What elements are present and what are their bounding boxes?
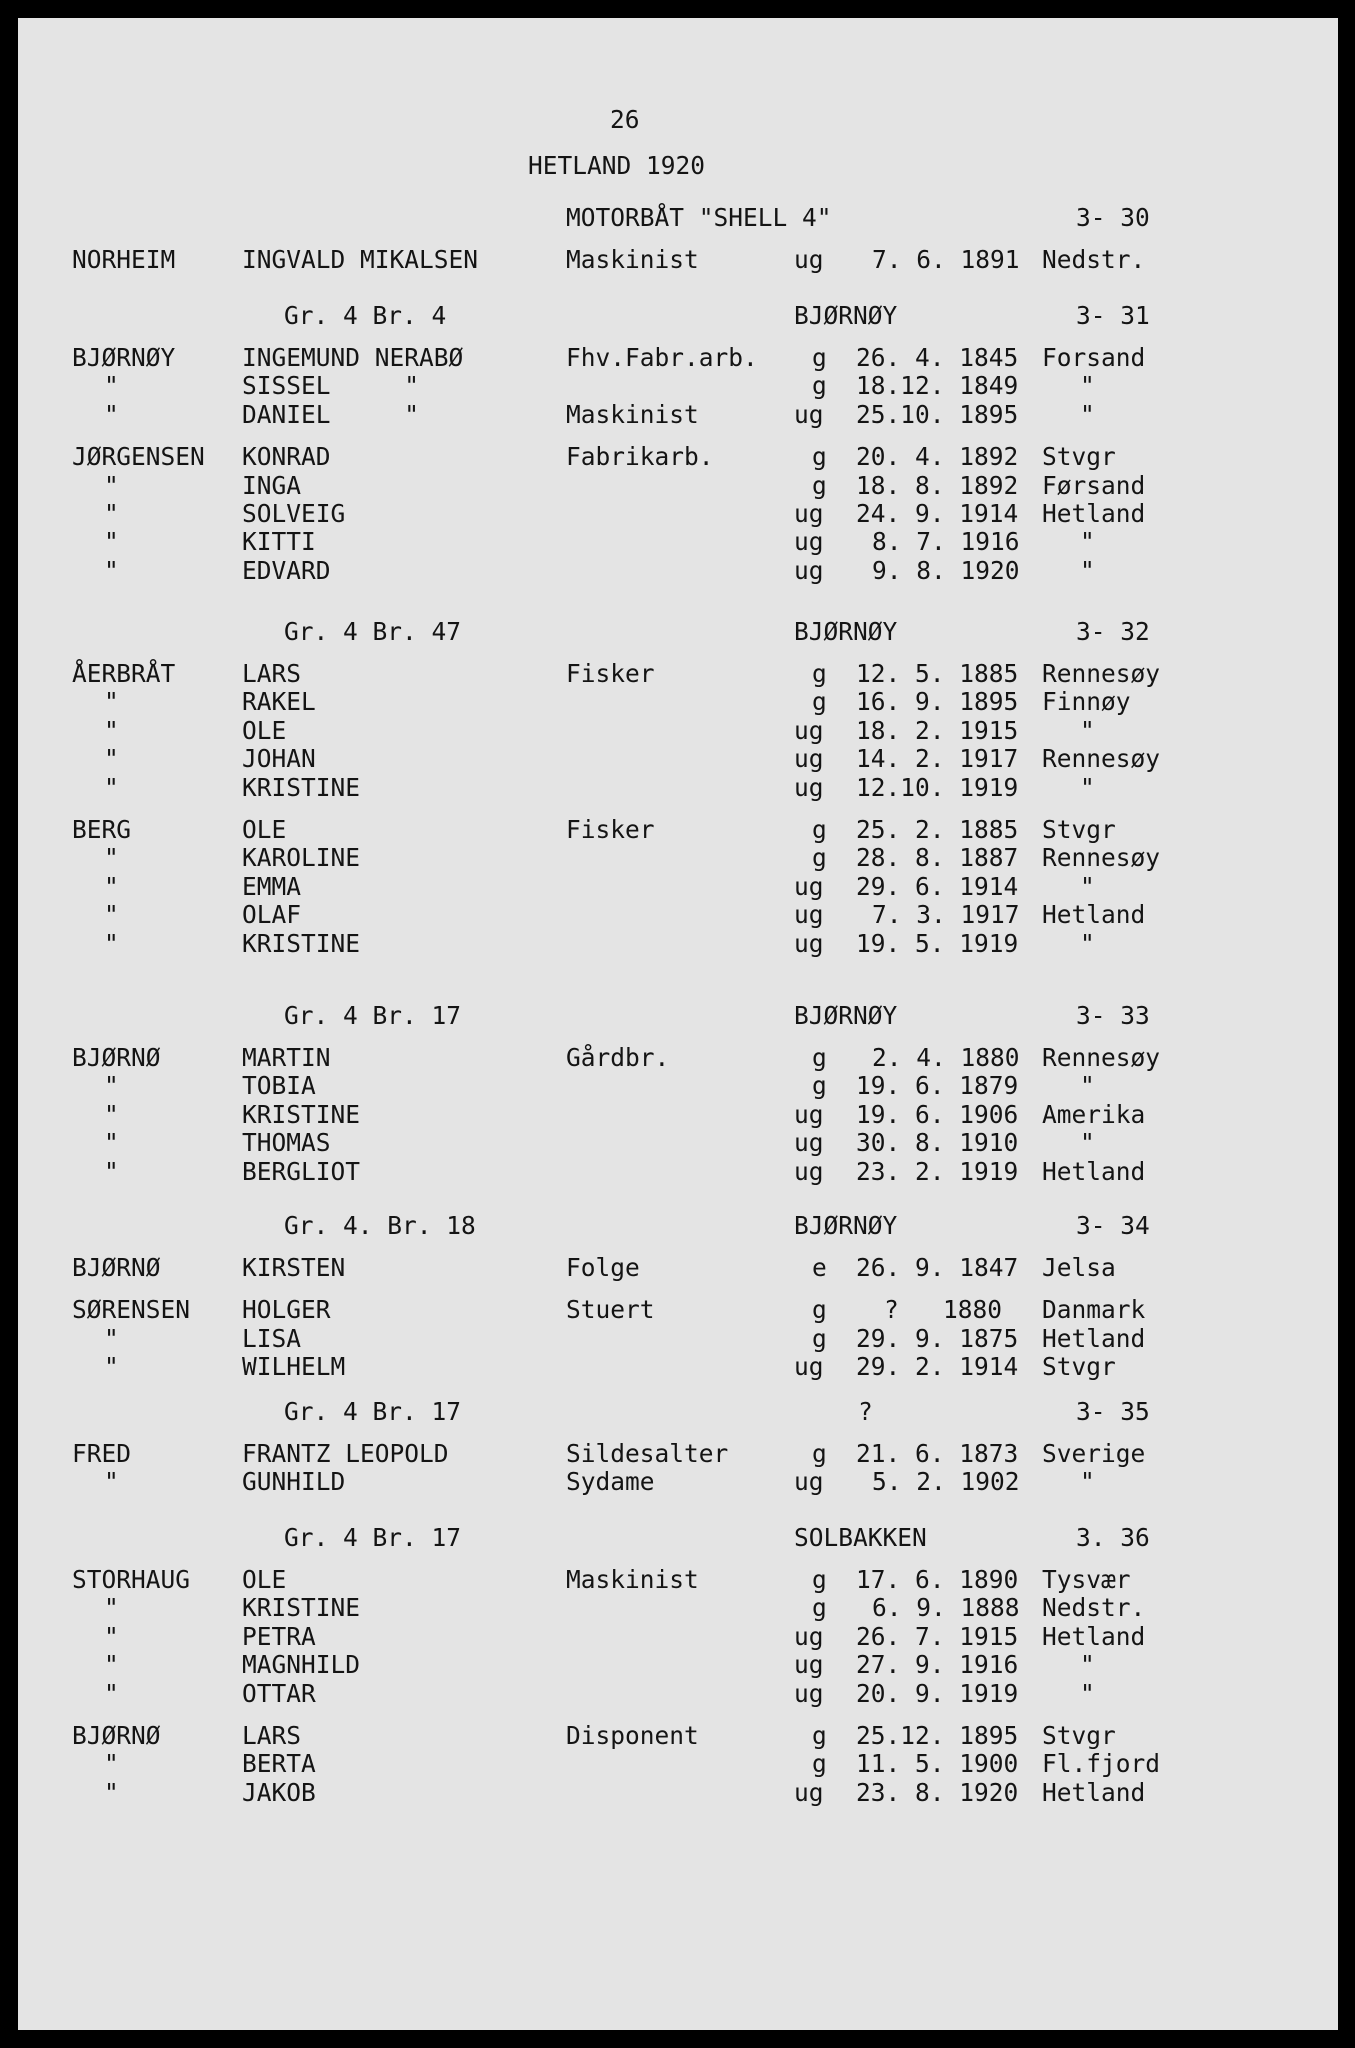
birth-date-cell: 5. 2. 1902 <box>872 1467 1020 1497</box>
section-ref: 3. 36 <box>1076 1523 1150 1552</box>
birth-date-cell: ? 1880 <box>884 1295 1003 1325</box>
marital-status-cell: g <box>812 1439 827 1468</box>
surname-cell: JØRGENSEN <box>72 442 205 472</box>
surname-cell: STORHAUG <box>72 1565 191 1594</box>
surname-cell: " <box>104 470 119 500</box>
given-name-cell: GUNHILD <box>242 1467 346 1497</box>
marital-status-cell: ug <box>794 715 824 745</box>
birthplace-cell: " <box>1080 1128 1095 1158</box>
birth-date-cell: 29. 6. 1914 <box>856 871 1019 901</box>
marital-status-cell: g <box>812 843 827 873</box>
surname-cell: " <box>104 1467 119 1497</box>
birthplace-cell: Hetland <box>1042 900 1146 930</box>
birthplace-cell: Sverige <box>1042 1439 1146 1468</box>
occupation-cell: Fabrikarb. <box>566 442 714 472</box>
surname-cell: " <box>104 1352 119 1382</box>
surname-cell: " <box>104 555 119 585</box>
section-place: BJØRNØY <box>794 1211 898 1240</box>
birth-date-cell: 19. 6. 1906 <box>856 1099 1019 1129</box>
section-group-ref: Gr. 4 Br. 17 <box>284 1397 462 1426</box>
given-name-cell: LARS <box>242 659 302 688</box>
birth-date-cell: 25. 2. 1885 <box>856 815 1019 844</box>
marital-status-cell: g <box>812 687 827 717</box>
marital-status-cell: g <box>812 1721 827 1750</box>
given-name-cell: PETRA <box>242 1621 316 1651</box>
section-ref: 3- 34 <box>1076 1211 1150 1240</box>
birth-date-cell: 23. 8. 1920 <box>856 1777 1019 1807</box>
surname-cell: " <box>104 1777 119 1807</box>
birthplace-cell: Nedstr. <box>1042 245 1146 274</box>
birthplace-cell: " <box>1080 399 1095 429</box>
surname-cell: " <box>104 928 119 958</box>
given-name-cell: OLE <box>242 1565 287 1594</box>
marital-status-cell: e <box>812 1253 827 1282</box>
given-name-cell: JOHAN <box>242 744 316 774</box>
given-name-cell: SISSEL " <box>242 371 420 401</box>
birthplace-cell: Stvgr <box>1042 815 1116 844</box>
given-name-cell: WILHELM <box>242 1352 346 1382</box>
surname-cell: " <box>104 399 119 429</box>
birth-date-cell: 28. 8. 1887 <box>856 843 1019 873</box>
section-group-ref: Gr. 4 Br. 47 <box>284 617 462 646</box>
marital-status-cell: ug <box>794 1678 824 1708</box>
marital-status-cell: g <box>812 1749 827 1779</box>
marital-status-cell: g <box>812 1043 827 1072</box>
document-page <box>18 18 1338 2030</box>
section-place: MOTORBÅT "SHELL 4" <box>566 203 832 232</box>
section-ref: 3- 32 <box>1076 617 1150 646</box>
birth-date-cell: 18. 8. 1892 <box>856 470 1019 500</box>
birth-date-cell: 20. 9. 1919 <box>856 1678 1019 1708</box>
birthplace-cell: Nedstr. <box>1042 1593 1146 1623</box>
section-place: SOLBAKKEN <box>794 1523 927 1552</box>
surname-cell: " <box>104 843 119 873</box>
given-name-cell: MAGNHILD <box>242 1650 361 1680</box>
surname-cell: " <box>104 687 119 717</box>
marital-status-cell: g <box>812 1565 827 1594</box>
birth-date-cell: 12. 5. 1885 <box>856 659 1019 688</box>
page-number: 26 <box>610 105 640 134</box>
birth-date-cell: 30. 8. 1910 <box>856 1128 1019 1158</box>
surname-cell: " <box>104 715 119 745</box>
birth-date-cell: 19. 6. 1879 <box>856 1071 1019 1101</box>
birth-date-cell: 25.10. 1895 <box>856 399 1019 429</box>
marital-status-cell: ug <box>794 245 824 274</box>
given-name-cell: TOBIA <box>242 1071 316 1101</box>
section-group-ref: Gr. 4 Br. 17 <box>284 1523 462 1552</box>
birthplace-cell: Stvgr <box>1042 1721 1116 1750</box>
surname-cell: " <box>104 499 119 528</box>
occupation-cell: Maskinist <box>566 399 699 429</box>
marital-status-cell: ug <box>794 1352 824 1382</box>
marital-status-cell: g <box>812 659 827 688</box>
given-name-cell: HOLGER <box>242 1295 331 1325</box>
marital-status-cell: ug <box>794 527 824 557</box>
given-name-cell: RAKEL <box>242 687 316 717</box>
given-name-cell: KAROLINE <box>242 843 361 873</box>
occupation-cell: Stuert <box>566 1295 655 1325</box>
birth-date-cell: 8. 7. 1916 <box>872 527 1020 557</box>
birth-date-cell: 25.12. 1895 <box>856 1721 1019 1750</box>
surname-cell: NORHEIM <box>72 245 176 274</box>
given-name-cell: INGVALD MIKALSEN <box>242 245 479 274</box>
section-group-ref: Gr. 4. Br. 18 <box>284 1211 476 1240</box>
occupation-cell: Maskinist <box>566 245 699 274</box>
birthplace-cell: " <box>1080 371 1095 401</box>
marital-status-cell: ug <box>794 772 824 802</box>
occupation-cell: Sydame <box>566 1467 655 1497</box>
surname-cell: SØRENSEN <box>72 1295 191 1325</box>
surname-cell: " <box>104 1156 119 1186</box>
birthplace-cell: " <box>1080 871 1095 901</box>
birthplace-cell: Førsand <box>1042 470 1146 500</box>
birthplace-cell: " <box>1080 1678 1095 1708</box>
given-name-cell: KRISTINE <box>242 1099 361 1129</box>
birthplace-cell: Fl.fjord <box>1042 1749 1161 1779</box>
birthplace-cell: " <box>1080 1071 1095 1101</box>
given-name-cell: FRANTZ LEOPOLD <box>242 1439 449 1468</box>
given-name-cell: OLE <box>242 815 287 844</box>
marital-status-cell: ug <box>794 1467 824 1497</box>
section-ref: 3- 33 <box>1076 1001 1150 1030</box>
given-name-cell: LISA <box>242 1323 302 1353</box>
marital-status-cell: ug <box>794 871 824 901</box>
given-name-cell: EMMA <box>242 871 302 901</box>
marital-status-cell: ug <box>794 900 824 930</box>
marital-status-cell: g <box>812 1071 827 1101</box>
birthplace-cell: " <box>1080 527 1095 557</box>
marital-status-cell: g <box>812 815 827 844</box>
marital-status-cell: ug <box>794 555 824 585</box>
surname-cell: " <box>104 772 119 802</box>
birth-date-cell: 29. 2. 1914 <box>856 1352 1019 1382</box>
birthplace-cell: Rennesøy <box>1042 659 1161 688</box>
given-name-cell: OLE <box>242 715 287 745</box>
birth-date-cell: 20. 4. 1892 <box>856 442 1019 472</box>
marital-status-cell: g <box>812 442 827 472</box>
birth-date-cell: 26. 9. 1847 <box>856 1253 1019 1282</box>
surname-cell: FRED <box>72 1439 132 1468</box>
marital-status-cell: g <box>812 343 827 372</box>
marital-status-cell: ug <box>794 1156 824 1186</box>
birthplace-cell: Amerika <box>1042 1099 1146 1129</box>
given-name-cell: BERGLIOT <box>242 1156 361 1186</box>
given-name-cell: INGEMUND NERABØ <box>242 343 464 372</box>
birth-date-cell: 23. 2. 1919 <box>856 1156 1019 1186</box>
birth-date-cell: 27. 9. 1916 <box>856 1650 1019 1680</box>
marital-status-cell: ug <box>794 928 824 958</box>
surname-cell: " <box>104 1128 119 1158</box>
birthplace-cell: " <box>1080 928 1095 958</box>
surname-cell: " <box>104 527 119 557</box>
given-name-cell: THOMAS <box>242 1128 331 1158</box>
surname-cell: BJØRNØ <box>72 1721 161 1750</box>
given-name-cell: KRISTINE <box>242 772 361 802</box>
surname-cell: " <box>104 1071 119 1101</box>
surname-cell: " <box>104 1323 119 1353</box>
marital-status-cell: ug <box>794 1621 824 1651</box>
section-ref: 3- 35 <box>1076 1397 1150 1426</box>
birthplace-cell: Stvgr <box>1042 1352 1116 1382</box>
given-name-cell: KONRAD <box>242 442 331 472</box>
birth-date-cell: 26. 7. 1915 <box>856 1621 1019 1651</box>
given-name-cell: INGA <box>242 470 302 500</box>
given-name-cell: KRISTINE <box>242 1593 361 1623</box>
marital-status-cell: ug <box>794 1777 824 1807</box>
birth-date-cell: 7. 3. 1917 <box>872 900 1020 930</box>
page-heading: HETLAND 1920 <box>528 151 706 180</box>
birthplace-cell: Finnøy <box>1042 687 1131 717</box>
given-name-cell: JAKOB <box>242 1777 316 1807</box>
occupation-cell: Maskinist <box>566 1565 699 1594</box>
surname-cell: " <box>104 1650 119 1680</box>
marital-status-cell: ug <box>794 1099 824 1129</box>
given-name-cell: DANIEL " <box>242 399 420 429</box>
surname-cell: " <box>104 371 119 401</box>
marital-status-cell: g <box>812 470 827 500</box>
birthplace-cell: Hetland <box>1042 1323 1146 1353</box>
birthplace-cell: " <box>1080 1650 1095 1680</box>
birth-date-cell: 26. 4. 1845 <box>856 343 1019 372</box>
occupation-cell: Fhv.Fabr.arb. <box>566 343 758 372</box>
marital-status-cell: g <box>812 1593 827 1623</box>
occupation-cell: Fisker <box>566 815 655 844</box>
occupation-cell: Gårdbr. <box>566 1043 670 1072</box>
section-group-ref: Gr. 4 Br. 17 <box>284 1001 462 1030</box>
given-name-cell: BERTA <box>242 1749 316 1779</box>
surname-cell: " <box>104 900 119 930</box>
marital-status-cell: ug <box>794 499 824 528</box>
marital-status-cell: g <box>812 1323 827 1353</box>
given-name-cell: OTTAR <box>242 1678 316 1708</box>
section-ref: 3- 31 <box>1076 301 1150 330</box>
marital-status-cell: g <box>812 1295 827 1325</box>
birth-date-cell: 2. 4. 1880 <box>872 1043 1020 1072</box>
section-group-ref: Gr. 4 Br. 4 <box>284 301 447 330</box>
birth-date-cell: 12.10. 1919 <box>856 772 1019 802</box>
birth-date-cell: 7. 6. 1891 <box>872 245 1020 274</box>
given-name-cell: KRISTINE <box>242 928 361 958</box>
birth-date-cell: 17. 6. 1890 <box>856 1565 1019 1594</box>
section-place: BJØRNØY <box>794 617 898 646</box>
surname-cell: " <box>104 1099 119 1129</box>
birthplace-cell: " <box>1080 555 1095 585</box>
birth-date-cell: 14. 2. 1917 <box>856 744 1019 774</box>
birthplace-cell: " <box>1080 715 1095 745</box>
given-name-cell: EDVARD <box>242 555 331 585</box>
surname-cell: " <box>104 1593 119 1623</box>
given-name-cell: LARS <box>242 1721 302 1750</box>
surname-cell: BJØRNØ <box>72 1043 161 1072</box>
surname-cell: BERG <box>72 815 132 844</box>
marital-status-cell: ug <box>794 1650 824 1680</box>
given-name-cell: MARTIN <box>242 1043 331 1072</box>
surname-cell: BJØRNØ <box>72 1253 161 1282</box>
birthplace-cell: " <box>1080 1467 1095 1497</box>
birth-date-cell: 29. 9. 1875 <box>856 1323 1019 1353</box>
occupation-cell: Folge <box>566 1253 640 1282</box>
birthplace-cell: " <box>1080 772 1095 802</box>
occupation-cell: Disponent <box>566 1721 699 1750</box>
surname-cell: " <box>104 1678 119 1708</box>
birth-date-cell: 19. 5. 1919 <box>856 928 1019 958</box>
surname-cell: " <box>104 1621 119 1651</box>
given-name-cell: SOLVEIG <box>242 499 346 528</box>
section-ref: 3- 30 <box>1076 203 1150 232</box>
birth-date-cell: 24. 9. 1914 <box>856 499 1019 528</box>
birthplace-cell: Tysvær <box>1042 1565 1131 1594</box>
birth-date-cell: 6. 9. 1888 <box>872 1593 1020 1623</box>
birth-date-cell: 9. 8. 1920 <box>872 555 1020 585</box>
birthplace-cell: Forsand <box>1042 343 1146 372</box>
marital-status-cell: ug <box>794 399 824 429</box>
given-name-cell: KIRSTEN <box>242 1253 346 1282</box>
occupation-cell: Sildesalter <box>566 1439 729 1468</box>
marital-status-cell: ug <box>794 744 824 774</box>
section-place: BJØRNØY <box>794 301 898 330</box>
surname-cell: " <box>104 744 119 774</box>
birthplace-cell: Jelsa <box>1042 1253 1116 1282</box>
birthplace-cell: Stvgr <box>1042 442 1116 472</box>
birth-date-cell: 11. 5. 1900 <box>856 1749 1019 1779</box>
birthplace-cell: Hetland <box>1042 499 1146 528</box>
occupation-cell: Fisker <box>566 659 655 688</box>
birth-date-cell: 18. 2. 1915 <box>856 715 1019 745</box>
given-name-cell: OLAF <box>242 900 302 930</box>
birthplace-cell: Danmark <box>1042 1295 1146 1325</box>
birth-date-cell: 16. 9. 1895 <box>856 687 1019 717</box>
section-place: BJØRNØY <box>794 1001 898 1030</box>
birth-date-cell: 18.12. 1849 <box>856 371 1019 401</box>
birth-date-cell: 21. 6. 1873 <box>856 1439 1019 1468</box>
surname-cell: ÅERBRÅT <box>72 659 176 688</box>
birthplace-cell: Rennesøy <box>1042 843 1161 873</box>
given-name-cell: KITTI <box>242 527 316 557</box>
birthplace-cell: Rennesøy <box>1042 1043 1161 1072</box>
surname-cell: BJØRNØY <box>72 343 176 372</box>
birthplace-cell: Hetland <box>1042 1777 1146 1807</box>
marital-status-cell: g <box>812 371 827 401</box>
marital-status-cell: ug <box>794 1128 824 1158</box>
surname-cell: " <box>104 1749 119 1779</box>
birthplace-cell: Hetland <box>1042 1156 1146 1186</box>
birthplace-cell: Rennesøy <box>1042 744 1161 774</box>
surname-cell: " <box>104 871 119 901</box>
birthplace-cell: Hetland <box>1042 1621 1146 1651</box>
section-place: ? <box>858 1397 873 1426</box>
